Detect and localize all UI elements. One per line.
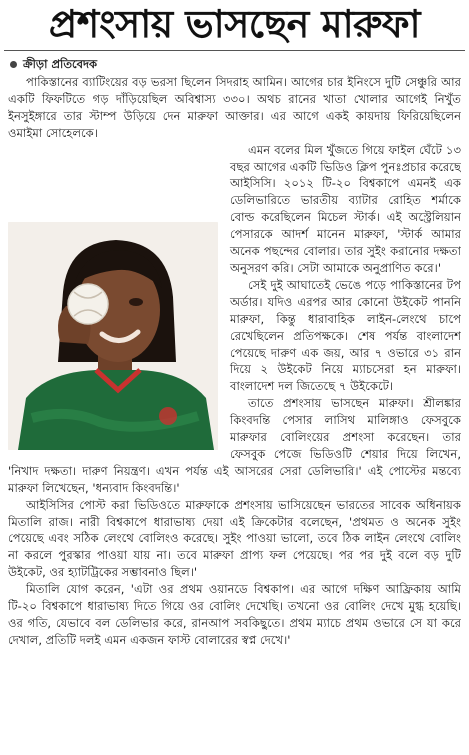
paragraph-3: সেই দুই আঘাতেই ভেঙে পড়ে পাকিস্তানের টপ অর্ডার। যদিও এরপর আর কোনো উইকেট পাননি মারুফা, কিন্তু ধারাবাহিক লাইন-লেংথে চাপে রেখেছিলেন প্রতিপক্ষকে। শেষ পর্যন্ত বাংলাদেশ পেয়েছে দারুণ এক জয়, আর ৭ ওভারে ৩১ রান দিয়ে ২ উইকেট নিয়ে ম্যাচসেরা হন মারুফা। বাংলাদেশ দল জিতেছে ৭ উইকেটে।	[230, 277, 461, 394]
paragraph-1: পাকিস্তানের ব্যাটিংয়ের বড় ভরসা ছিলেন সিদরাহ আমিন। আগের চার ইনিংসে দুটি সেঞ্চুরি আর একটি ফিফটিতে গড় দাঁড়িয়েছিল অবিশ্বাস্য ৩৩০। অথচ রানের খাতা খোলার আগেই নিখুঁত ইনসুইঙ্গারে তার স্টাম্প উড়িয়ে দেন মারুফা আক্তার। এর আগে একই কায়দায় ফিরিয়েছিলেন ওমাইমা সোহেলকে।	[8, 75, 461, 140]
cricket-player-photo-icon	[8, 222, 218, 450]
byline-text: ক্রীড়া প্রতিবেদক	[23, 57, 98, 71]
paragraph-2: এমন বলের মিল খুঁজতে গিয়ে ফাইল ঘেঁটে ১৩ বছর আগের একটি ভিডিও ক্লিপ পুনঃপ্রচার করেছে আইসিসি। ২০১২ টি-২০ বিশ্বকাপে এমনই এক ডেলিভারিতে ভারতীয় ব্যাটার রোহিত শর্মাকে বোল্ড করেছিলেন মিচেল স্টার্ক। এই অস্ট্রেলিয়ান পেসারকে আদর্শ মানেন মারুফা, 'স্টার্ক আমার অনেক পছন্দের বোলার। তার সুইং করানোর দক্ষতা অনুসরণ করি। সেটা আমাকে অনুপ্রাণিত করে।'	[230, 142, 461, 275]
headline-divider	[4, 50, 465, 51]
paragraph-4: তাতে প্রশংসায় ভাসছেন মারুফা। শ্রীলঙ্কার কিংবদন্তি পেসার লাসিথ মালিঙ্গাও ফেসবুকে মারুফার বোলিংয়ের প্রশংসা করেছেন। তার ফেসবুক পেজে ভিডিওটি শেয়ার দিয়ে লিখেন, 'নিখাদ দক্ষতা। দারুণ নিয়ন্ত্রণ। এখন পর্যন্ত এই আসরের সেরা ডেলিভারি।' এই পোস্টের মন্তব্যে মারুফা লিখেছেন, 'ধন্যবাদ কিংবদন্তি।'	[8, 396, 461, 495]
headline: প্রশংসায় ভাসছেন মারুফা	[48, 2, 421, 46]
bullet-icon	[10, 61, 17, 68]
byline	[10, 56, 97, 72]
article-body	[8, 74, 461, 751]
paragraph-5: আইসিসির পোস্ট করা ভিডিওতে মারুফাকে প্রশংসায় ভাসিয়েছেন ভারতের সাবেক অধিনায়ক মিতালি রাজ। নারী বিশ্বকাপে ধারাভাষ্য দেয়া এই ক্রিকেটার বলেছেন, 'প্রথমত ও অনেক সুইং পেয়েছে এবং সঠিক লেংথে বোলিংও করেছে। সুইং পাওয়া ভালো, তবে ঠিক লাইন লেংথে বোলিং না করলে পুরস্কার পাওয়া যায় না। তবে মারুফা প্রাপ্য ফল পেয়েছে। পর পর দুই বলে বড় দুটি উইকেট, ওর হ্যাটট্রিকের সম্ভাবনাও ছিল।'	[8, 497, 461, 580]
player-photo	[8, 222, 218, 450]
paragraph-6: মিতালি যোগ করেন, 'এটা ওর প্রথম ওয়ানডে বিশ্বকাপ। এর আগে দক্ষিণ আফ্রিকায় আমি টি-২০ বিশ্বকাপে ধারাভাষ্য দিতে গিয়ে ওর বোলিং দেখেছি। তখনো ওর বোলিং দেখে মুগ্ধ হয়েছি। ওর গতি, যেভাবে বল ডেলিভার করে, রানআপ সবকিছুতে। প্রথম ম্যাচে প্রথম ওভারে সে যা করে দেখাল, প্রতিটি দলই এমন একজন ফাস্ট বোলারের স্বপ্ন দেখে।'	[8, 582, 461, 647]
